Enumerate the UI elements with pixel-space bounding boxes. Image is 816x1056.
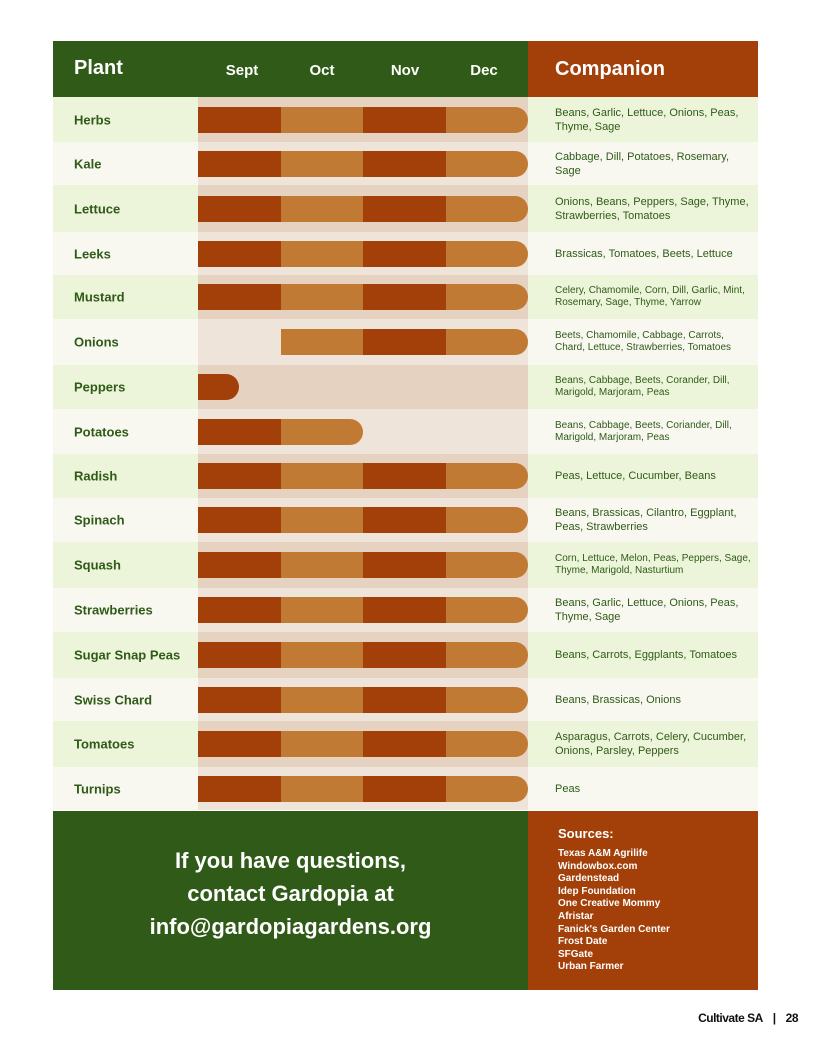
- month-segment: [363, 463, 446, 489]
- plant-name: Mustard: [74, 289, 125, 305]
- month-segment: [446, 284, 529, 310]
- planting-bar: [198, 374, 239, 400]
- plant-cell: [53, 767, 198, 810]
- month-segment: [446, 507, 529, 533]
- planting-months-cell: [198, 632, 528, 678]
- month-segment: [281, 642, 364, 668]
- month-segment: [198, 731, 281, 757]
- companion-plants: Peas: [555, 782, 581, 795]
- companion-cell: [528, 498, 758, 542]
- month-segment: [446, 329, 529, 355]
- source-item: Urban Farmer: [558, 961, 624, 973]
- month-segment: [281, 731, 364, 757]
- month-segment: [198, 374, 239, 400]
- source-item: Afristar: [558, 910, 594, 922]
- month-segment: [363, 507, 446, 533]
- companion-plants: Onions, Beans, Peppers, Sage, Thyme, Strawberries, Tomatoes: [555, 195, 749, 222]
- companion-cell: [528, 721, 758, 767]
- month-segment: [446, 552, 529, 578]
- plant-cell: [53, 632, 198, 678]
- month-segment: [363, 107, 446, 133]
- contact-email: info@gardopiagardens.org: [149, 914, 432, 939]
- planting-months-cell: [198, 365, 528, 409]
- companion-plants: Beans, Cabbage, Beets, Coriander, Dill, Marigold, Marjoram, Peas: [555, 419, 732, 443]
- companion-plants: Beets, Chamomile, Cabbage, Carrots, Chard, Lettuce, Strawberries, Tomatoes: [555, 330, 732, 353]
- planting-months-cell: [198, 185, 528, 232]
- plant-name: Onions: [74, 334, 119, 350]
- planting-bar: [198, 507, 528, 533]
- month-heading-nov: Nov: [390, 62, 420, 79]
- companion-cell: [528, 232, 758, 275]
- companion-cell: [528, 542, 758, 588]
- plant-cell: [53, 678, 198, 721]
- planting-months-cell: [198, 232, 528, 275]
- month-segment: [446, 241, 529, 267]
- planting-months-cell: [198, 767, 528, 810]
- page-number: 28: [785, 1011, 798, 1025]
- planting-months-cell: [198, 97, 528, 142]
- chart-footer: [53, 811, 758, 990]
- companion-plants: Celery, Chamomile, Corn, Dill, Garlic, Mint, Rosemary, Sage, Thyme, Yarrow: [555, 285, 745, 308]
- table-row: [53, 721, 758, 767]
- chart-header: [53, 41, 758, 97]
- plant-cell: [53, 185, 198, 232]
- month-segment: [198, 151, 281, 177]
- companion-plants: Beans, Garlic, Lettuce, Onions, Peas, Thyme, Sage: [555, 106, 739, 133]
- month-segment: [198, 241, 281, 267]
- month-segment: [281, 151, 364, 177]
- month-segment: [446, 776, 529, 802]
- companion-plants: Beans, Cabbage, Beets, Corander, Dill, Marigold, Marjoram, Peas: [555, 375, 730, 398]
- month-segment: [446, 463, 529, 489]
- companion-cell: [528, 185, 758, 232]
- plant-cell: [53, 498, 198, 542]
- month-segment: [446, 151, 529, 177]
- source-item: SFGate: [558, 948, 594, 960]
- planting-months-cell: [198, 142, 528, 185]
- table-row: [53, 498, 758, 542]
- month-segment: [198, 776, 281, 802]
- sources-list: [558, 848, 670, 974]
- companion-plants: Cabbage, Dill, Potatoes, Rosemary, Sage: [555, 150, 730, 177]
- month-segment: [198, 552, 281, 578]
- plant-name: Radish: [74, 468, 118, 484]
- plant-cell: [53, 365, 198, 409]
- month-segment: [281, 507, 364, 533]
- month-heading-sept: Sept: [225, 62, 259, 79]
- month-segment: [363, 597, 446, 623]
- month-segment: [198, 597, 281, 623]
- sources-title: Sources:: [558, 826, 614, 841]
- companion-cell: [528, 767, 758, 810]
- planting-bar: [198, 463, 528, 489]
- companion-column-heading: Companion: [555, 58, 665, 80]
- plant-cell: [53, 142, 198, 185]
- plant-rows: [53, 97, 758, 810]
- month-segment: [198, 642, 281, 668]
- month-segment: [446, 597, 529, 623]
- month-segment: [281, 196, 364, 222]
- planting-bar: [198, 419, 363, 445]
- header-left-band: [53, 41, 528, 97]
- planting-months-cell: [198, 498, 528, 542]
- month-segment: [198, 107, 281, 133]
- month-segment: [281, 687, 364, 713]
- companion-plants: Beans, Carrots, Eggplants, Tomatoes: [555, 649, 738, 661]
- month-segment: [363, 776, 446, 802]
- month-segment: [363, 329, 446, 355]
- planting-bar: [198, 151, 528, 177]
- table-row: [53, 319, 758, 365]
- month-segment: [363, 642, 446, 668]
- plant-cell: [53, 97, 198, 142]
- month-segment: [198, 507, 281, 533]
- companion-plants: Asparagus, Carrots, Celery, Cucumber, Onions, Parsley, Peppers: [555, 731, 747, 757]
- month-segment: [363, 687, 446, 713]
- planting-months-cell: [198, 542, 528, 588]
- page-footer: [698, 1011, 798, 1025]
- plant-name: Swiss Chard: [74, 692, 153, 707]
- contact-line-1: If you have questions,: [174, 848, 407, 873]
- planting-bar: [198, 776, 528, 802]
- plant-name: Peppers: [74, 379, 126, 395]
- companion-cell: [528, 319, 758, 365]
- planting-bar: [198, 642, 528, 668]
- companion-cell: [528, 678, 758, 721]
- month-segment: [281, 419, 364, 445]
- companion-plants: Beans, Brassicas, Cilantro, Eggplant, Peas, Strawberries: [555, 507, 737, 533]
- plant-name: Potatoes: [74, 424, 129, 439]
- plant-cell: [53, 588, 198, 632]
- month-segment: [281, 329, 364, 355]
- footer-separator: |: [772, 1011, 776, 1025]
- planting-bar: [198, 597, 528, 623]
- plant-name: Leeks: [74, 246, 111, 261]
- table-row: [53, 767, 758, 810]
- table-row: [53, 409, 758, 454]
- month-heading-oct: Oct: [309, 62, 335, 79]
- month-segment: [281, 463, 364, 489]
- table-row: [53, 678, 758, 721]
- planting-bar: [198, 687, 528, 713]
- month-segment: [198, 419, 281, 445]
- source-item: Frost Date: [558, 936, 608, 948]
- planting-bar: [198, 731, 528, 757]
- planting-bar: [198, 196, 528, 222]
- source-item: One Creative Mommy: [558, 898, 661, 910]
- planting-months-cell: [198, 319, 528, 365]
- plant-name: Lettuce: [74, 201, 121, 216]
- table-row: [53, 454, 758, 498]
- plant-name: Sugar Snap Peas: [74, 647, 181, 663]
- plant-name: Tomatoes: [74, 736, 135, 752]
- month-segment: [363, 731, 446, 757]
- plant-cell: [53, 409, 198, 454]
- planting-months-cell: [198, 275, 528, 319]
- companion-plants: Peas, Lettuce, Cucumber, Beans: [555, 470, 716, 482]
- companion-cell: [528, 142, 758, 185]
- month-segment: [446, 687, 529, 713]
- plant-cell: [53, 454, 198, 498]
- plant-cell: [53, 319, 198, 365]
- planting-months-cell: [198, 678, 528, 721]
- month-heading-dec: Dec: [470, 62, 498, 79]
- source-item: Idep Foundation: [558, 885, 636, 897]
- planting-bar: [198, 552, 528, 578]
- plant-name: Herbs: [74, 112, 111, 127]
- month-segment: [363, 241, 446, 267]
- companion-cell: [528, 365, 758, 409]
- planting-bar: [198, 241, 528, 267]
- month-segment: [363, 552, 446, 578]
- companion-cell: [528, 588, 758, 632]
- month-segment: [363, 151, 446, 177]
- planting-months-cell: [198, 409, 528, 454]
- companion-plants: Brassicas, Tomatoes, Beets, Lettuce: [555, 247, 733, 260]
- contact-line-2: contact Gardopia at: [187, 881, 394, 906]
- month-segment: [281, 107, 364, 133]
- companion-cell: [528, 409, 758, 454]
- month-segment: [281, 284, 364, 310]
- publication-name: Cultivate SA: [698, 1011, 763, 1025]
- month-segment: [446, 642, 529, 668]
- companion-plants: Corn, Lettuce, Melon, Peas, Peppers, Sage, Thyme, Marigold, Nasturtium: [555, 553, 751, 576]
- month-segment: [363, 196, 446, 222]
- month-segment: [198, 463, 281, 489]
- planting-months-cell: [198, 588, 528, 632]
- table-row: [53, 185, 758, 232]
- planting-months-cell: [198, 454, 528, 498]
- planting-bar: [198, 107, 528, 133]
- companion-cell: [528, 454, 758, 498]
- source-item: Fanick's Garden Center: [558, 923, 670, 935]
- plant-cell: [53, 275, 198, 319]
- companion-cell: [528, 275, 758, 319]
- month-segment: [446, 196, 529, 222]
- companion-plants: Beans, Garlic, Lettuce, Onions, Peas, Thyme, Sage: [555, 597, 739, 623]
- table-row: [53, 542, 758, 588]
- planting-months-cell: [198, 721, 528, 767]
- month-segment: [198, 687, 281, 713]
- plant-name: Kale: [74, 156, 102, 171]
- month-segment: [281, 552, 364, 578]
- sources-panel: [528, 811, 758, 990]
- month-segment: [281, 241, 364, 267]
- month-segment: [446, 731, 529, 757]
- plant-cell: [53, 721, 198, 767]
- plant-name: Turnips: [74, 781, 121, 796]
- month-segment: [363, 284, 446, 310]
- table-row: [53, 97, 758, 142]
- plant-cell: [53, 542, 198, 588]
- table-row: [53, 142, 758, 185]
- planting-bar: [198, 284, 528, 310]
- contact-panel: [53, 811, 528, 990]
- plant-name: Strawberries: [74, 602, 153, 618]
- month-segment: [281, 597, 364, 623]
- table-row: [53, 275, 758, 319]
- source-item: Texas A&M Agrilife: [558, 848, 648, 859]
- plant-name: Spinach: [74, 512, 125, 528]
- plant-cell: [53, 232, 198, 275]
- companion-cell: [528, 97, 758, 142]
- plant-name: Squash: [74, 557, 121, 573]
- source-item: Gardenstead: [558, 873, 620, 885]
- month-segment: [198, 284, 281, 310]
- table-row: [53, 632, 758, 678]
- companion-cell: [528, 632, 758, 678]
- plant-column-heading: Plant: [74, 57, 123, 79]
- companion-plants: Beans, Brassicas, Onions: [555, 693, 681, 706]
- month-segment: [198, 196, 281, 222]
- source-item: Windowbox.com: [558, 860, 638, 872]
- planting-bar: [281, 329, 529, 355]
- month-segment: [446, 107, 529, 133]
- table-row: [53, 365, 758, 409]
- table-row: [53, 232, 758, 275]
- month-segment: [281, 776, 364, 802]
- table-row: [53, 588, 758, 632]
